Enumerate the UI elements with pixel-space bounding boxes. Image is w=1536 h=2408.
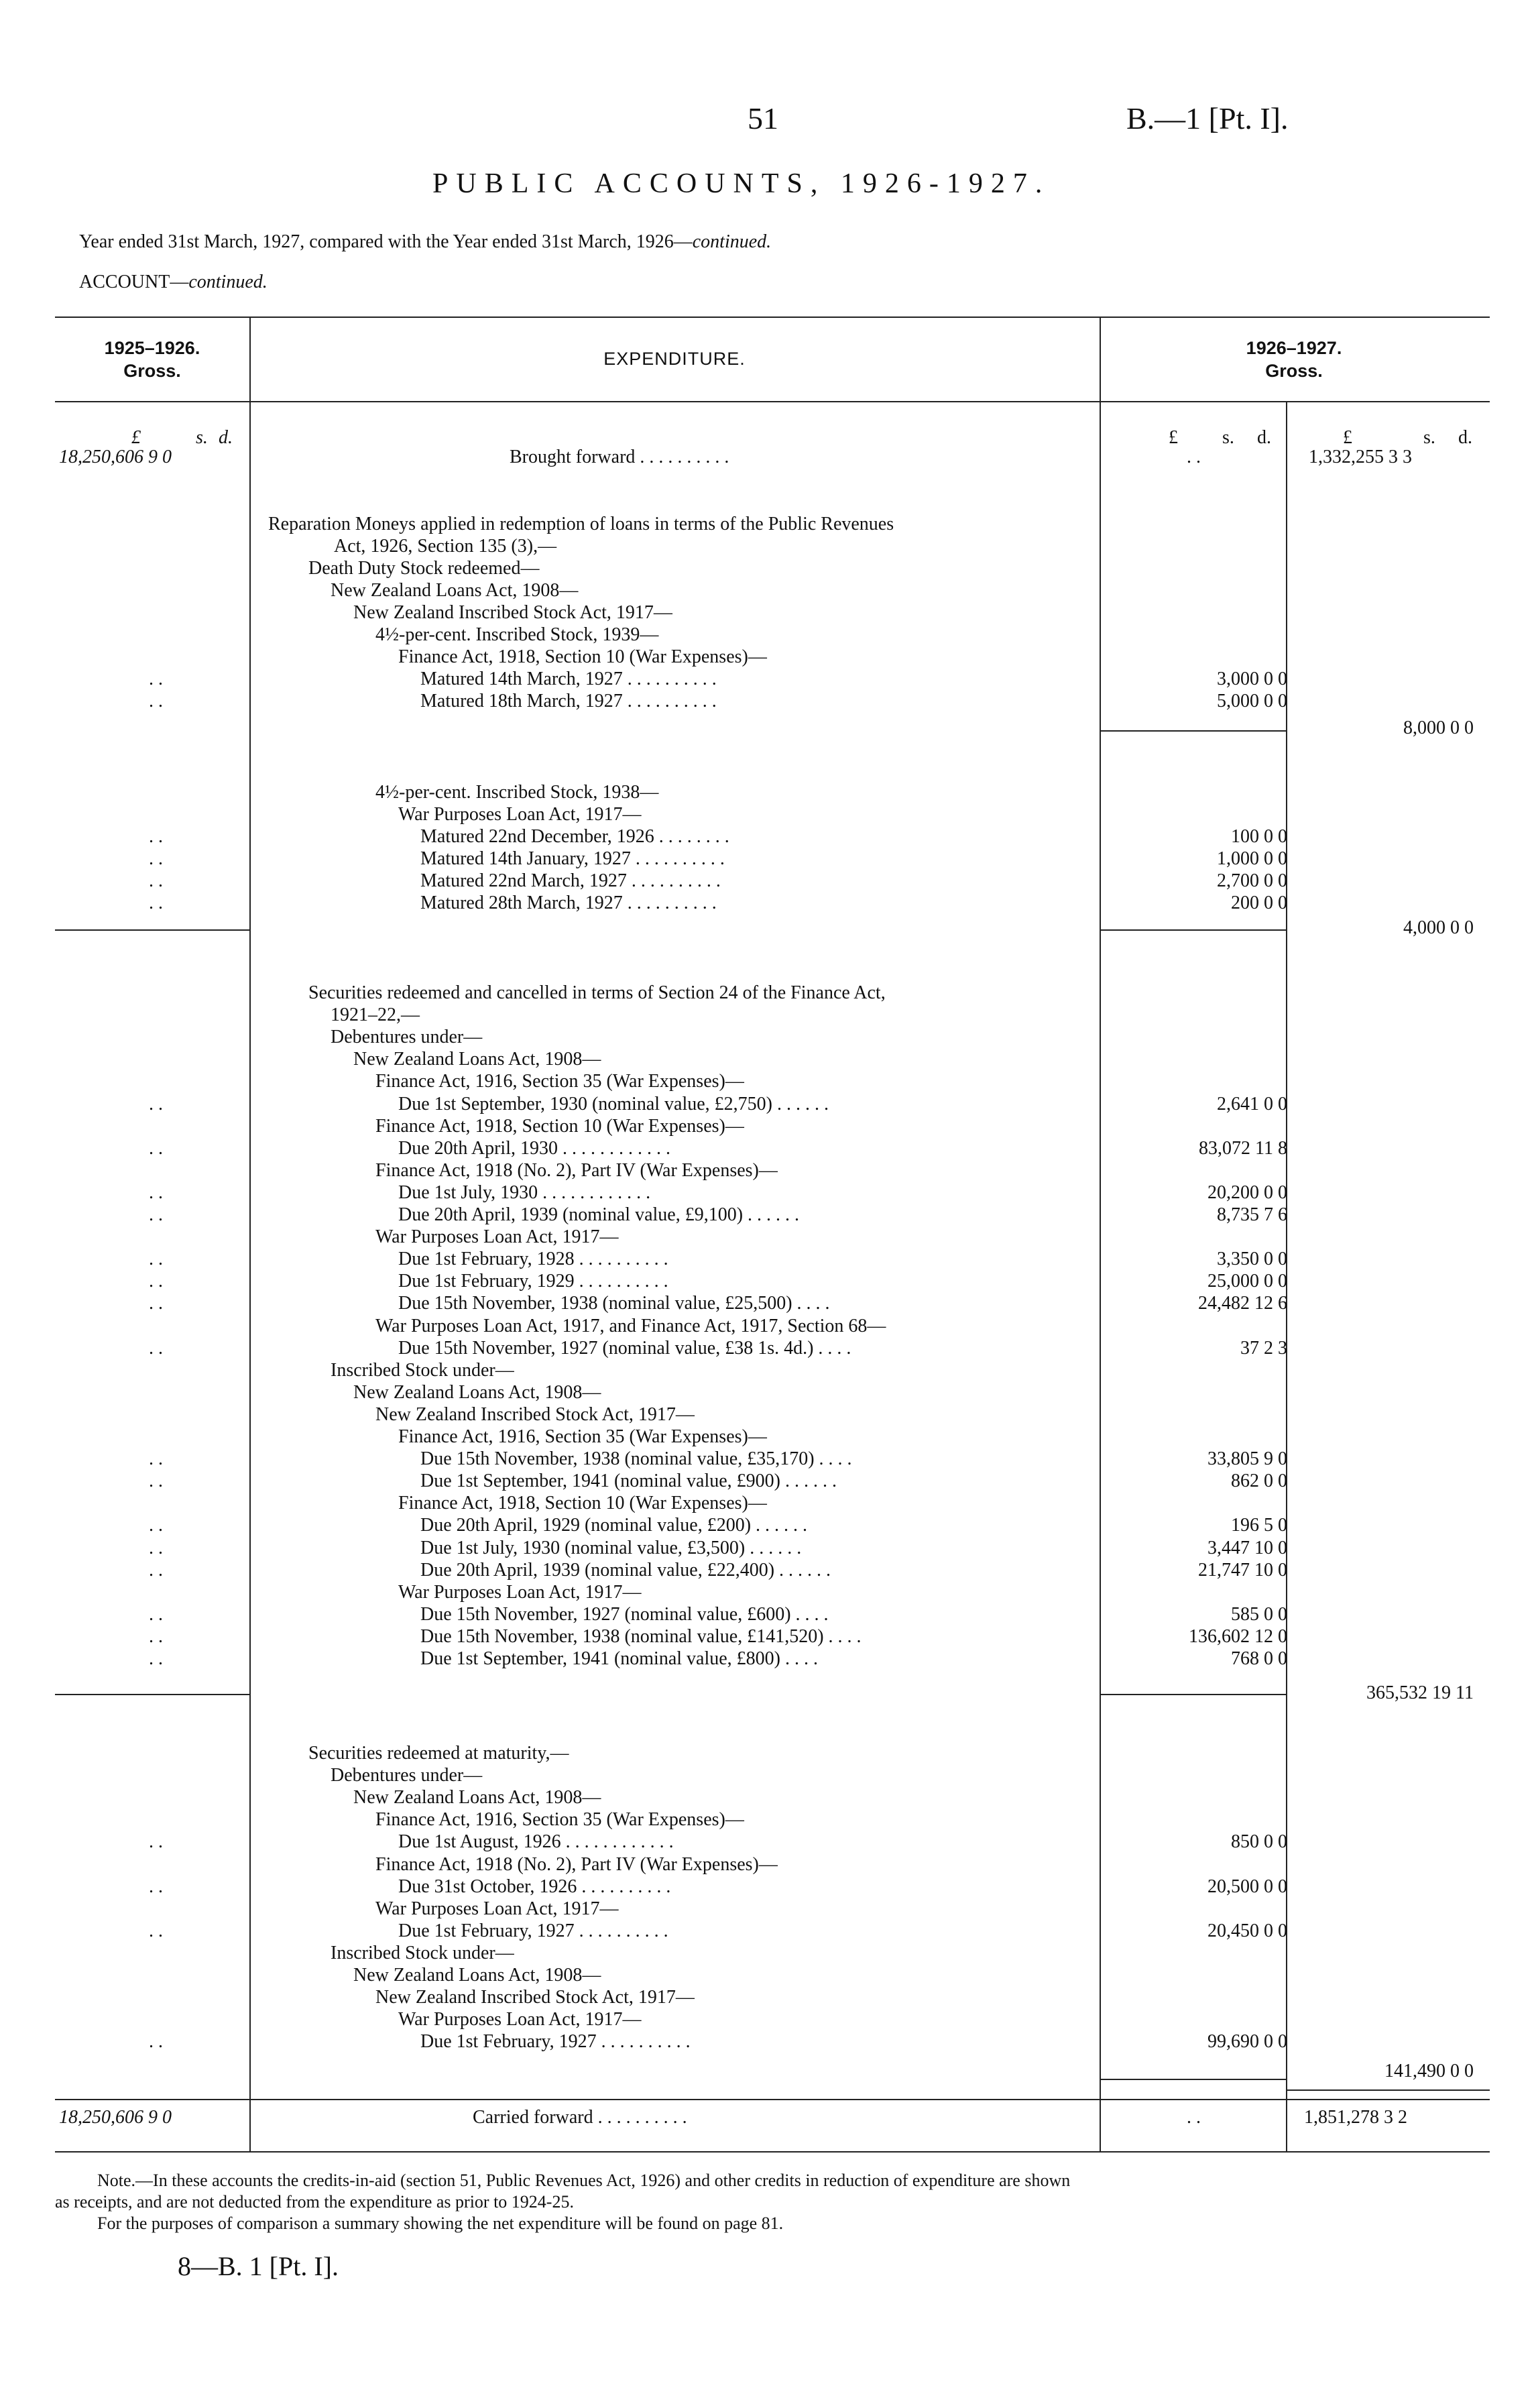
carried-forward-detail: . . — [1187, 2107, 1201, 2128]
section3-line-19: New Zealand Inscribed Stock Act, 1917— — [375, 1403, 695, 1425]
s1-row-0-prev: . . — [149, 669, 163, 689]
section3-line-2: Debentures under— — [331, 1027, 483, 1048]
section3-line-29-amount: 136,602 12 0 — [1189, 1625, 1287, 1647]
section3-line-22-prev: . . — [149, 1471, 163, 1492]
section4-line-0: Securities redeemed at maturity,— — [308, 1743, 569, 1764]
section3-line-9-prev: . . — [149, 1182, 163, 1203]
section3-line-16-amount: 37 2 3 — [1240, 1337, 1287, 1359]
section3-line-18: New Zealand Loans Act, 1908— — [353, 1381, 601, 1403]
account-label — [79, 272, 268, 293]
s1-line-6: Finance Act, 1918, Section 10 (War Expenses)— — [398, 646, 767, 667]
section3-line-21-prev: . . — [149, 1448, 163, 1470]
footer-signature: 8—B. 1 [Pt. I]. — [178, 2251, 339, 2281]
carried-forward-rule — [55, 2099, 1490, 2100]
section3-line-26: Due 20th April, 1939 (nominal value, £22,400) . . . . . . — [420, 1559, 831, 1581]
s2-row-3-label: Matured 28th March, 1927 . . . . . . . . . . — [420, 893, 717, 913]
s2-row-2-label: Matured 22nd March, 1927 . . . . . . . . . . — [420, 870, 721, 891]
section3-line-4: Finance Act, 1916, Section 35 (War Expenses)— — [375, 1071, 744, 1092]
s4-subtotal-rule — [1100, 2079, 1286, 2080]
s2-line-1: War Purposes Loan Act, 1917— — [398, 804, 642, 825]
table-top-rule — [55, 317, 1490, 318]
section3-line-28: Due 15th November, 1927 (nominal value, £600) . . . . — [420, 1603, 829, 1625]
s4-total-rule — [1286, 2089, 1490, 2091]
section3-line-13: Due 1st February, 1929 . . . . . . . . . . — [398, 1271, 668, 1292]
detail-shilling-header: s. — [1222, 427, 1234, 448]
section3-line-10-prev: . . — [149, 1204, 163, 1225]
page-title: PUBLIC ACCOUNTS, 1926-1927. — [432, 168, 1051, 199]
section3-line-21-amount: 33,805 9 0 — [1207, 1448, 1287, 1470]
section3-line-5-amount: 2,641 0 0 — [1217, 1093, 1287, 1114]
header-expenditure: EXPENDITURE. — [603, 349, 746, 369]
section4-line-6-prev: . . — [149, 1876, 163, 1897]
section3-line-16: Due 15th November, 1927 (nominal value, £38 1s. 4d.) . . . . — [398, 1337, 851, 1359]
s2-line-0: 4½-per-cent. Inscribed Stock, 1938— — [375, 782, 659, 803]
subtitle-text: Year ended 31st March, 1927, compared with the Year ended 31st March, 1926— — [79, 231, 693, 252]
s1-line-5: 4½-per-cent. Inscribed Stock, 1939— — [375, 624, 659, 645]
section3-line-28-amount: 585 0 0 — [1231, 1603, 1287, 1625]
s4-total: 141,490 0 0 — [1384, 2061, 1474, 2081]
prev-pound-header: £ — [131, 427, 141, 448]
s2-prev-rule — [55, 929, 251, 931]
section4-line-13-prev: . . — [149, 2031, 163, 2053]
header-prev-year — [55, 337, 249, 382]
section3-line-13-amount: 25,000 0 0 — [1207, 1271, 1287, 1292]
section3-line-22-amount: 862 0 0 — [1231, 1471, 1287, 1492]
section3-line-26-amount: 21,747 10 0 — [1198, 1559, 1287, 1581]
s2-row-0-amount: 100 0 0 — [1231, 826, 1287, 847]
total-pence-header: d. — [1458, 427, 1472, 448]
section3-line-25-amount: 3,447 10 0 — [1207, 1537, 1287, 1558]
s3-prev-rule — [55, 1694, 251, 1695]
carried-forward-label: Carried forward . . . . . . . . . . — [473, 2107, 687, 2128]
section3-line-25-prev: . . — [149, 1537, 163, 1558]
section3-line-25: Due 1st July, 1930 (nominal value, £3,500) . . . . . . — [420, 1537, 802, 1558]
section4-line-8: Due 1st February, 1927 . . . . . . . . . . — [398, 1920, 668, 1941]
section3-line-0: Securities redeemed and cancelled in terms of Section 24 of the Finance Act, — [308, 982, 886, 1003]
section3-line-30: Due 1st September, 1941 (nominal value, £800) . . . . — [420, 1648, 818, 1669]
s1-line-0: Reparation Moneys applied in redemption of loans in terms of the Public Revenues — [268, 514, 894, 534]
section4-line-4-amount: 850 0 0 — [1231, 1831, 1287, 1853]
section3-line-13-prev: . . — [149, 1271, 163, 1292]
section4-line-6: Due 31st October, 1926 . . . . . . . . . . — [398, 1876, 671, 1897]
s2-row-0-label: Matured 22nd December, 1926 . . . . . . . . — [420, 826, 729, 847]
curr-gross-label: Gross. — [1265, 361, 1323, 381]
section3-line-7-prev: . . — [149, 1137, 163, 1159]
section3-line-10-amount: 8,735 7 6 — [1217, 1204, 1287, 1225]
brought-forward-prev: 18,250,606 9 0 — [59, 447, 172, 467]
s1-row-0-amount: 3,000 0 0 — [1217, 669, 1287, 689]
section3-line-22: Due 1st September, 1941 (nominal value, £900) . . . . . . — [420, 1471, 837, 1492]
section4-line-13: Due 1st February, 1927 . . . . . . . . . . — [420, 2031, 691, 2053]
section3-line-7: Due 20th April, 1930 . . . . . . . . . . . . — [398, 1137, 670, 1159]
s1-line-1: Act, 1926, Section 135 (3),— — [334, 536, 557, 557]
carried-forward-total: 1,851,278 3 2 — [1304, 2107, 1407, 2128]
section4-line-10: New Zealand Loans Act, 1908— — [353, 1965, 601, 1986]
note-line-3: For the purposes of comparison a summary showing the net expenditure will be found on page 81. — [97, 2214, 784, 2233]
s2-row-1-amount: 1,000 0 0 — [1217, 848, 1287, 869]
section3-line-14-amount: 24,482 12 6 — [1198, 1293, 1287, 1314]
section3-line-29: Due 15th November, 1938 (nominal value, £141,520) . . . . — [420, 1625, 862, 1647]
section3-line-12-prev: . . — [149, 1249, 163, 1270]
section4-line-4-prev: . . — [149, 1831, 163, 1853]
account-text: ACCOUNT— — [79, 272, 189, 292]
section3-line-7-amount: 83,072 11 8 — [1199, 1137, 1287, 1159]
s1-line-3: New Zealand Loans Act, 1908— — [331, 580, 579, 601]
s2-row-3-prev: . . — [149, 893, 163, 913]
s1-total: 8,000 0 0 — [1403, 718, 1474, 738]
note-line-1: Note.—In these accounts the credits-in-aid (section 51, Public Revenues Act, 1926) and other credits in reduction of expenditure are shown — [97, 2171, 1071, 2190]
prev-shilling-header: s. — [196, 427, 208, 448]
section4-line-8-prev: . . — [149, 1920, 163, 1941]
section3-line-8: Finance Act, 1918 (No. 2), Part IV (War Expenses)— — [375, 1159, 778, 1181]
document-reference: B.—1 [Pt. I]. — [1126, 101, 1289, 135]
s1-line-4: New Zealand Inscribed Stock Act, 1917— — [353, 602, 672, 623]
section3-line-1: 1921–22,— — [331, 1005, 420, 1026]
section3-line-27: War Purposes Loan Act, 1917— — [398, 1581, 642, 1603]
section3-line-29-prev: . . — [149, 1625, 163, 1647]
curr-year-label: 1926–1927. — [1246, 338, 1342, 358]
account-continued: continued. — [188, 272, 268, 292]
table-bottom-rule — [55, 2151, 1490, 2153]
s1-line-2: Death Duty Stock redeemed— — [308, 558, 540, 579]
note-line-2: as receipts, and are not deducted from the expenditure as prior to 1924-25. — [55, 2192, 574, 2212]
prev-gross-label: Gross. — [123, 361, 181, 381]
section4-line-1: Debentures under— — [331, 1765, 483, 1786]
section3-line-12: Due 1st February, 1928 . . . . . . . . . . — [398, 1249, 668, 1270]
s2-total: 4,000 0 0 — [1403, 917, 1474, 938]
section3-line-28-prev: . . — [149, 1603, 163, 1625]
header-curr-year — [1100, 337, 1488, 382]
section3-line-30-prev: . . — [149, 1648, 163, 1669]
subtitle — [79, 231, 771, 253]
total-pound-header: £ — [1343, 427, 1352, 448]
detail-pound-header: £ — [1169, 427, 1178, 448]
section3-line-9: Due 1st July, 1930 . . . . . . . . . . . . — [398, 1182, 651, 1203]
s2-row-2-amount: 2,700 0 0 — [1217, 870, 1287, 891]
section3-line-24: Due 20th April, 1929 (nominal value, £200) . . . . . . — [420, 1515, 808, 1536]
s2-row-0-prev: . . — [149, 826, 163, 847]
carried-forward-prev: 18,250,606 9 0 — [59, 2107, 172, 2128]
s1-row-1-label: Matured 18th March, 1927 . . . . . . . . . . — [420, 691, 717, 711]
column-rule-left — [249, 317, 251, 2151]
section4-line-4: Due 1st August, 1926 . . . . . . . . . . . . — [398, 1831, 674, 1853]
s1-row-1-prev: . . — [149, 691, 163, 711]
section3-line-16-prev: . . — [149, 1337, 163, 1359]
subtitle-continued: continued. — [692, 231, 772, 252]
s2-row-1-label: Matured 14th January, 1927 . . . . . . . . . . — [420, 848, 725, 869]
s2-subtotal-rule — [1100, 929, 1286, 931]
section3-line-30-amount: 768 0 0 — [1231, 1648, 1287, 1669]
section3-line-14-prev: . . — [149, 1293, 163, 1314]
s2-row-3-amount: 200 0 0 — [1231, 893, 1287, 913]
section4-line-8-amount: 20,450 0 0 — [1207, 1920, 1287, 1941]
section3-line-5: Due 1st September, 1930 (nominal value, £2,750) . . . . . . — [398, 1093, 829, 1114]
section3-line-5-prev: . . — [149, 1093, 163, 1114]
s1-row-1-amount: 5,000 0 0 — [1217, 691, 1287, 711]
section4-line-7: War Purposes Loan Act, 1917— — [375, 1898, 619, 1919]
prev-pence-header: d. — [219, 427, 233, 448]
section4-line-2: New Zealand Loans Act, 1908— — [353, 1787, 601, 1809]
section3-line-24-amount: 196 5 0 — [1231, 1515, 1287, 1536]
section3-line-12-amount: 3,350 0 0 — [1217, 1249, 1287, 1270]
section4-line-9: Inscribed Stock under— — [331, 1942, 514, 1963]
section3-line-3: New Zealand Loans Act, 1908— — [353, 1049, 601, 1070]
brought-forward-detail: . . — [1187, 447, 1201, 467]
section3-line-21: Due 15th November, 1938 (nominal value, £35,170) . . . . — [420, 1448, 852, 1470]
s3-subtotal-rule — [1100, 1694, 1286, 1695]
page-number: 51 — [748, 101, 778, 135]
detail-pence-header: d. — [1257, 427, 1271, 448]
section3-line-24-prev: . . — [149, 1515, 163, 1536]
section4-line-11: New Zealand Inscribed Stock Act, 1917— — [375, 1987, 695, 2008]
s1-row-0-label: Matured 14th March, 1927 . . . . . . . . . . — [420, 669, 717, 689]
section4-line-13-amount: 99,690 0 0 — [1207, 2031, 1287, 2053]
section4-line-12: War Purposes Loan Act, 1917— — [398, 2009, 642, 2030]
section3-line-10: Due 20th April, 1939 (nominal value, £9,100) . . . . . . — [398, 1204, 800, 1225]
section4-line-5: Finance Act, 1918 (No. 2), Part IV (War Expenses)— — [375, 1853, 778, 1875]
section4-line-3: Finance Act, 1916, Section 35 (War Expenses)— — [375, 1809, 744, 1831]
total-shilling-header: s. — [1423, 427, 1435, 448]
section3-line-23: Finance Act, 1918, Section 10 (War Expenses)— — [398, 1493, 767, 1514]
prev-year-label: 1925–1926. — [104, 338, 200, 358]
section3-line-15: War Purposes Loan Act, 1917, and Finance Act, 1917, Section 68— — [375, 1315, 886, 1336]
brought-forward-label: Brought forward . . . . . . . . . . — [510, 447, 729, 467]
section4-line-6-amount: 20,500 0 0 — [1207, 1876, 1287, 1897]
section3-line-6: Finance Act, 1918, Section 10 (War Expenses)— — [375, 1115, 744, 1137]
section3-line-26-prev: . . — [149, 1559, 163, 1581]
brought-forward-total: 1,332,255 3 3 — [1309, 447, 1412, 467]
s2-row-1-prev: . . — [149, 848, 163, 869]
section3-line-17: Inscribed Stock under— — [331, 1359, 514, 1381]
s3-total: 365,532 19 11 — [1366, 1682, 1474, 1703]
header-bottom-rule — [55, 401, 1490, 402]
section3-line-20: Finance Act, 1916, Section 35 (War Expenses)— — [398, 1426, 767, 1447]
s2-row-2-prev: . . — [149, 870, 163, 891]
section3-line-11: War Purposes Loan Act, 1917— — [375, 1226, 619, 1248]
section3-line-9-amount: 20,200 0 0 — [1207, 1182, 1287, 1203]
s1-subtotal-rule — [1100, 730, 1286, 732]
section3-line-14: Due 15th November, 1938 (nominal value, £25,500) . . . . — [398, 1293, 830, 1314]
